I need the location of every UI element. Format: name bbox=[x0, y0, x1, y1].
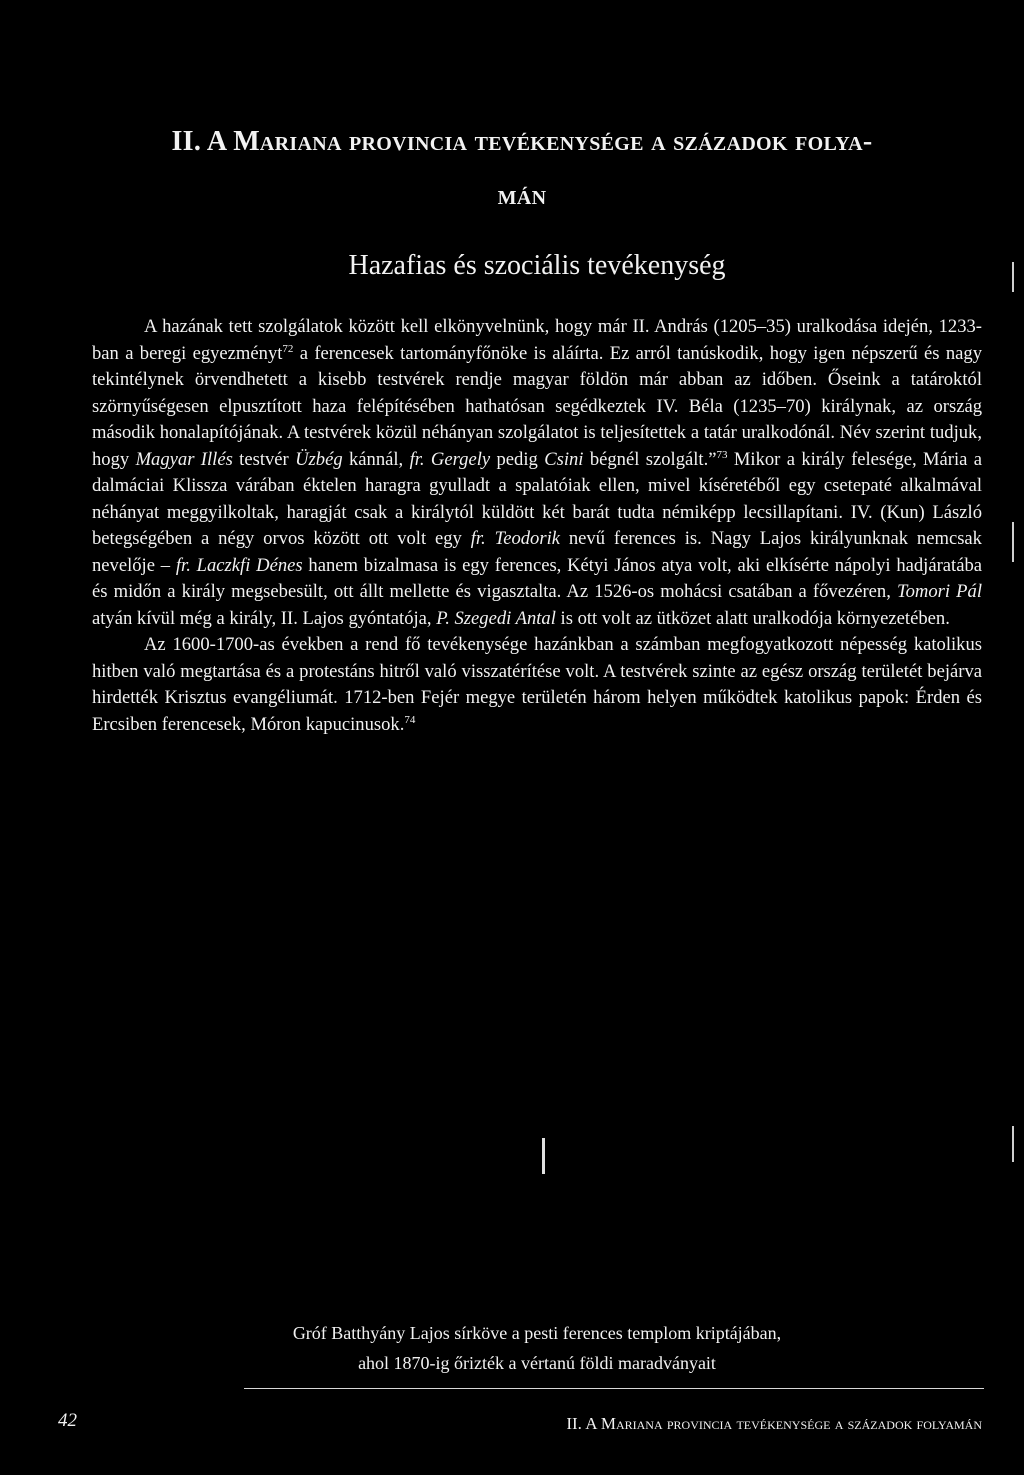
text-run: pedig bbox=[490, 448, 545, 470]
text-run: testvér bbox=[232, 448, 296, 470]
italic-name: fr. Gergely bbox=[409, 448, 491, 470]
text-run: atyán kívül még a király, II. Lajos gyóntatója, bbox=[92, 607, 437, 629]
chapter-title-smallcaps: ariana provincia tevékenysége a századok folya bbox=[259, 125, 863, 157]
scan-edge-mark bbox=[1012, 262, 1014, 292]
text-run: Az 1600-1700-as években a rend fő tevékenysége hazánkban a számban megfogyatkozott népesség katolikus hitben való megtartása és a protestáns hitről való visszatérítése volt. A testvérek szinte az egész ország területét bejárva hirdették Krisztus evangéliumát. 1712-ben Fejér megye területén három helyen működtek katolikus papok: Érden és Ercsiben ferencesek, Móron kapucinusok. bbox=[92, 634, 982, 735]
running-head bbox=[420, 1414, 982, 1434]
running-head-smallcaps: ariana provincia tevékenysége a századok folyamán bbox=[615, 1414, 982, 1433]
photo-remnant-mark bbox=[542, 1138, 545, 1174]
paragraph-1 bbox=[92, 314, 982, 632]
chapter-title: II. A Mariana provincia tevékenysége a századok folya- mán bbox=[171, 125, 873, 211]
running-head-lead: II. A M bbox=[566, 1414, 616, 1433]
text-run: bégnél szolgált.” bbox=[583, 448, 717, 470]
caption-line-1: Gróf Batthyány Lajos sírköve a pesti ferences templom kriptájában, bbox=[292, 1323, 782, 1343]
image-caption bbox=[92, 1318, 982, 1378]
italic-name: P. Szegedi Antal bbox=[436, 607, 556, 629]
footnote-ref-72[interactable]: 72 bbox=[282, 342, 294, 355]
text-run: a ferencesek tartományfőnöke is aláírta. Ez arról tanúskodik, hogy igen népszerű és nagy tekintélynek örvendhetett a kisebb testvérek rendje magyar földön már abban az időben. Őseink a tatároktól szörnyűségesen elpusztított haza felépítésében hathatósan segédkeztek IV. Béla (1235–70) királynak, az ország második honalapítójának. A testvérek közül néhányan szolgálatot is teljesítettek a tatár uralkodónál. Név szerint tudjuk, hogy bbox=[92, 342, 982, 470]
italic-name: Tomori Pál bbox=[896, 581, 982, 602]
italic-name: fr. Laczkfi Dénes bbox=[175, 554, 303, 576]
scan-edge-mark bbox=[1012, 522, 1014, 562]
chapter-title-tail: mán bbox=[497, 179, 547, 211]
italic-name: Üzbég bbox=[295, 448, 343, 470]
text-run: kánnál, bbox=[342, 448, 410, 470]
text-run: hanem bizalmasa is egy ferences, Kétyi János atya volt, aki elkísérte nápolyi hadjáratába és midőn a király megsebesült, ott állt mellette és vigasztalta. Az 1526-os mohácsi csatában a fővezéren, bbox=[92, 554, 983, 602]
italic-name: Csini bbox=[544, 448, 584, 470]
body-text bbox=[92, 314, 982, 738]
text-run: A hazának tett szolgálatok között kell elkönyvelnünk, hogy már II. András (1205–35) uralkodása idején, 1233-ban a beregi egyezményt bbox=[92, 316, 982, 364]
italic-name: Magyar Illés bbox=[135, 448, 233, 470]
text-run: Mikor a király felesége, Mária a dalmáciai Klissza várában éktelen haragra gyulladt a spalatóiak ellen, mivel kíséretéből egy csetepaté alkalmával néhányat meggyilkoltak, haragját csak a királytól küldött két barát tudta némiképp lecsillapítani. IV. (Kun) László betegségében a négy orvos között ott volt egy bbox=[92, 448, 983, 549]
page-number: 42 bbox=[58, 1410, 77, 1431]
section-title: Hazafias és szociális tevékenység bbox=[348, 250, 726, 281]
chapter-title-lead: II. A M bbox=[171, 125, 260, 157]
footer-rule bbox=[244, 1388, 984, 1389]
caption-line-2: ahol 1870-ig őrizték a vértanú földi maradványait bbox=[358, 1353, 716, 1373]
italic-name: fr. Teodorik bbox=[470, 528, 561, 549]
paragraph-2 bbox=[92, 632, 982, 738]
text-run: is ott volt az ütközet alatt uralkodója környezetében. bbox=[555, 607, 950, 629]
footnote-ref-73[interactable]: 73 bbox=[716, 448, 728, 461]
footnote-ref-74[interactable]: 74 bbox=[404, 713, 416, 726]
text-run: nevű ferences is. Nagy Lajos királyunknak nemcsak nevelője – bbox=[92, 528, 982, 576]
scan-edge-mark bbox=[1012, 1126, 1014, 1162]
